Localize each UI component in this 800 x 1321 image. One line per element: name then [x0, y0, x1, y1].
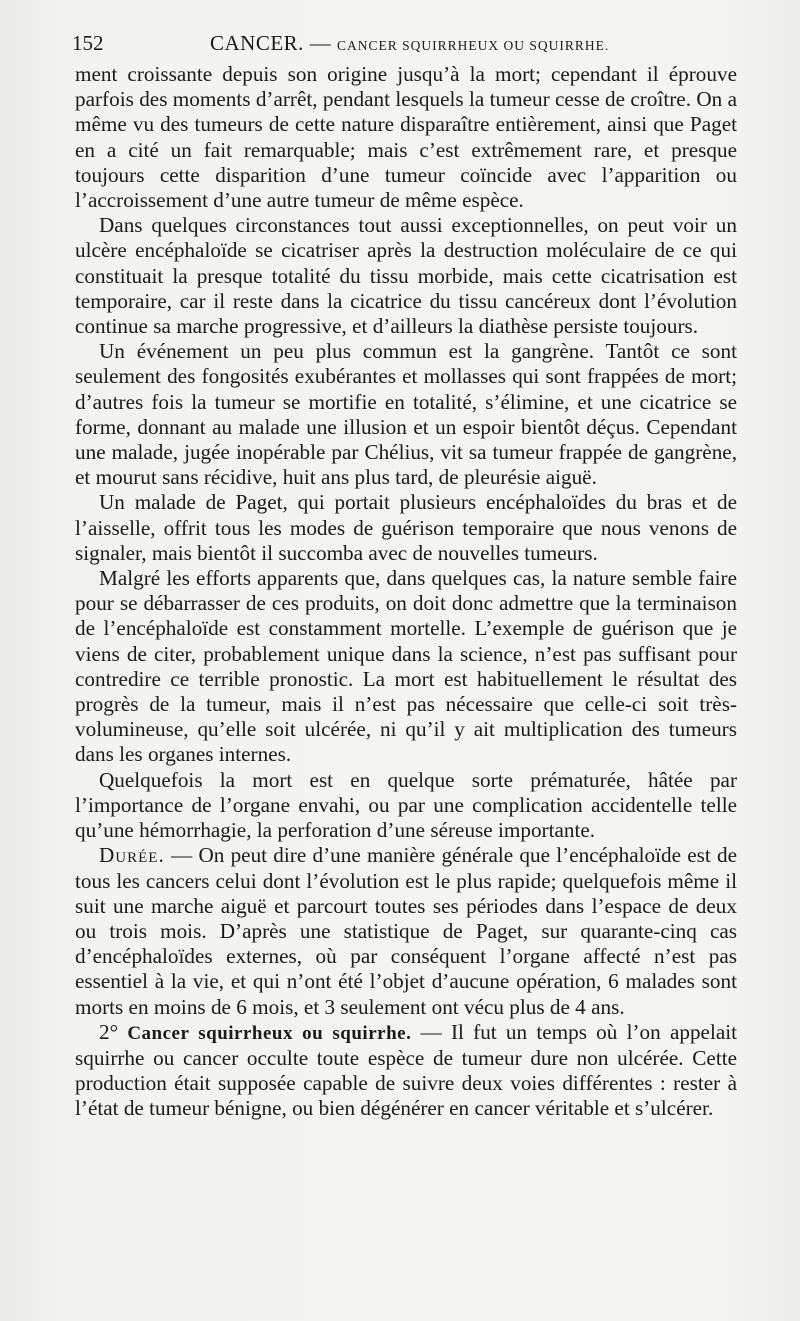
section-2-paragraph	[75, 1020, 737, 1122]
running-title-main: CANCER.	[210, 31, 304, 55]
page-number: 152	[72, 31, 104, 55]
duree-label: Durée.	[99, 843, 165, 868]
duree-paragraph	[75, 843, 737, 1019]
paragraph: Malgré les efforts apparents que, dans quelques cas, la nature semble faire pour se débarrasser de ces produits, on doit donc admettre que la terminaison de l’encéphaloïde est constamment mortelle. L’exemple de guérison que je viens de citer, probablement unique dans la science, n’est pas suffisant pour contredire ce terrible pronostic. La mort est habituellement le résultat des progrès de la tumeur, mais il n’est pas nécessaire que celle-ci soit très-volumineuse, qu’elle soit ulcérée, ni qu’il y ait multiplication des tumeurs dans les organes internes.	[75, 566, 737, 767]
duree-text: — On peut dire d’une manière générale que l’encéphaloïde est de tous les cancers celui dont l’évolution est le plus rapide; quelquefois même il suit une marche aiguë et parcourt toutes ses périodes dans l’espace de deux ou trois mois. D’après une statistique de Paget, sur quarante-cinq cas d’encéphaloïdes externes, où par conséquent l’organe affecté n’est pas essentiel à la vie, et qui n’ont été l’objet d’aucune opération, 6 malades sont morts en moins de 6 mois, et 3 seulement ont vécu plus de 4 ans.	[75, 843, 737, 1019]
page-body	[75, 62, 737, 1122]
running-title	[210, 28, 609, 61]
paragraph: Quelquefois la mort est en quelque sorte prématurée, hâtée par l’importance de l’organe envahi, ou par une complication accidentelle telle qu’une hémorrhagie, la perforation d’une séreuse importante.	[75, 767, 737, 843]
section-title: Cancer squirrheux ou squirrhe.	[127, 1022, 412, 1044]
section-number: 2°	[99, 1019, 119, 1044]
paragraph: ment croissante depuis son origine jusqu’à la mort; cependant il éprouve parfois des moments d’arrêt, pendant lesquels la tumeur cesse de croître. On a même vu des tumeurs de cette nature disparaître entièrement, ainsi que Paget en a cité un fait remarquable; mais c’est extrêmement rare, et presque toujours cette disparition d’une tumeur coïncide avec l’apparition ou l’accroissement d’une autre tumeur de même espèce.	[75, 62, 737, 213]
paragraph: Dans quelques circonstances tout aussi exceptionnelles, on peut voir un ulcère encéphaloïde se cicatriser après la destruction moléculaire de ce qui constituait la presque totalité du tissu morbide, mais cette cicatrisation est temporaire, car il reste dans la cicatrice du tissu cancéreux dont l’évolution continue sa marche progressive, et d’ailleurs la diathèse persiste toujours.	[75, 213, 737, 339]
paragraph: Un événement un peu plus commun est la gangrène. Tantôt ce sont seulement des fongosités exubérantes et mollasses qui sont frappées de mort; d’autres fois la tumeur se mortifie en totalité, s’élimine, et une cicatrice se forme, donnant au malade une illusion et un espoir bientôt déçus. Cependant une malade, jugée inopérable par Chélius, vit sa tumeur frappée de gangrène, et mourut sans récidive, huit ans plus tard, de pleurésie aiguë.	[75, 339, 737, 490]
running-title-separator: —	[309, 31, 332, 55]
running-header	[72, 28, 758, 58]
paragraph: Un malade de Paget, qui portait plusieurs encéphaloïdes du bras et de l’aisselle, offrit tous les modes de guérison temporaire que nous venons de signaler, mais bientôt il succomba avec de nouvelles tumeurs.	[75, 490, 737, 565]
running-title-sub: CANCER SQUIRRHEUX OU SQUIRRHE.	[336, 38, 610, 53]
section-text: — Il fut un temps où l’on appelait squirrhe ou cancer occulte toute espèce de tumeur dure non ulcérée. Cette production était supposée capable de suivre deux voies différentes : rester à l’état de tumeur bénigne, ou bien dégénérer en cancer véritable et s’ulcérer.	[75, 1019, 738, 1121]
